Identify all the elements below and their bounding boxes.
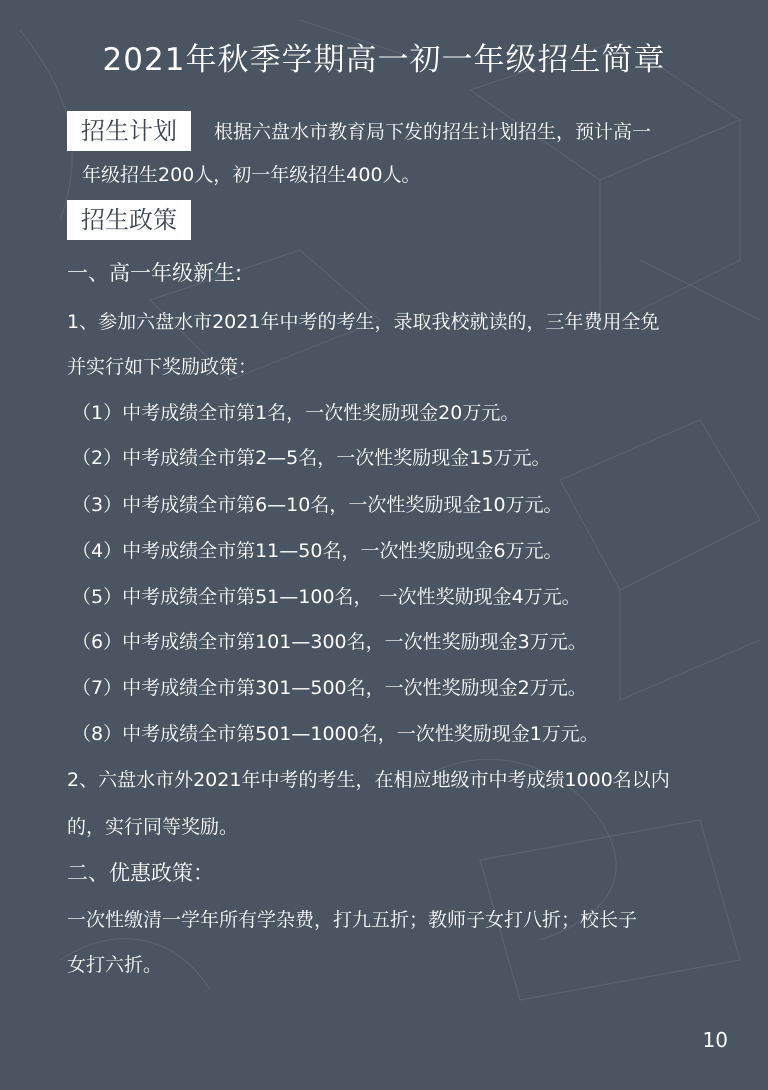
reward-item: （8）中考成绩全市第501—1000名，一次性奖励现金1万元。 (72, 723, 599, 745)
rule2-line-2: 的，实行同等奖励。 (67, 816, 239, 838)
rule1-line-2: 并实行如下奖励政策： (67, 356, 258, 378)
section1-heading: 一、高一年级新生: (67, 261, 243, 285)
plan-text-line-1: 根据六盘水市教育局下发的招生计划招生，预计高一 (214, 121, 652, 143)
reward-item: （1）中考成绩全市第1名，一次性奖励现金20万元。 (72, 402, 520, 424)
page-title: 2021年秋季学期高一初一年级招生简章 (102, 42, 666, 78)
plan-text-line-2: 年级招生200人，初一年级招生400人。 (82, 164, 421, 186)
reward-item: （3）中考成绩全市第6—10名，一次性奖励现金10万元。 (72, 494, 563, 516)
reward-item: （7）中考成绩全市第301—500名，一次性奖励现金2万元。 (72, 677, 587, 699)
section2-heading: 二、优惠政策： (67, 861, 214, 885)
discount-line-1: 一次性缴清一学年所有学杂费，打九五折；教师子女打八折；校长子 (67, 909, 638, 931)
reward-item: （6）中考成绩全市第101—300名，一次性奖励现金3万元。 (72, 631, 587, 653)
reward-item: （2）中考成绩全市第2—5名，一次性奖励现金15万元。 (72, 447, 551, 469)
reward-item: （5）中考成绩全市第51—100名， 一次性奖勋现金4万元。 (72, 586, 581, 608)
rule2-line-1: 2、六盘水市外2021年中考的考生，在相应地级市中考成绩1000名以内 (67, 769, 670, 791)
rule1-line-1: 1、参加六盘水市2021年中考的考生，录取我校就读的，三年费用全免 (67, 311, 660, 333)
discount-line-2: 女打六折。 (67, 954, 163, 976)
policy-tag: 招生政策 (67, 200, 191, 240)
reward-item: （4）中考成绩全市第11—50名，一次性奖励现金6万元。 (72, 540, 563, 562)
page-number: 10 (702, 1028, 728, 1052)
plan-tag: 招生计划 (67, 111, 191, 151)
